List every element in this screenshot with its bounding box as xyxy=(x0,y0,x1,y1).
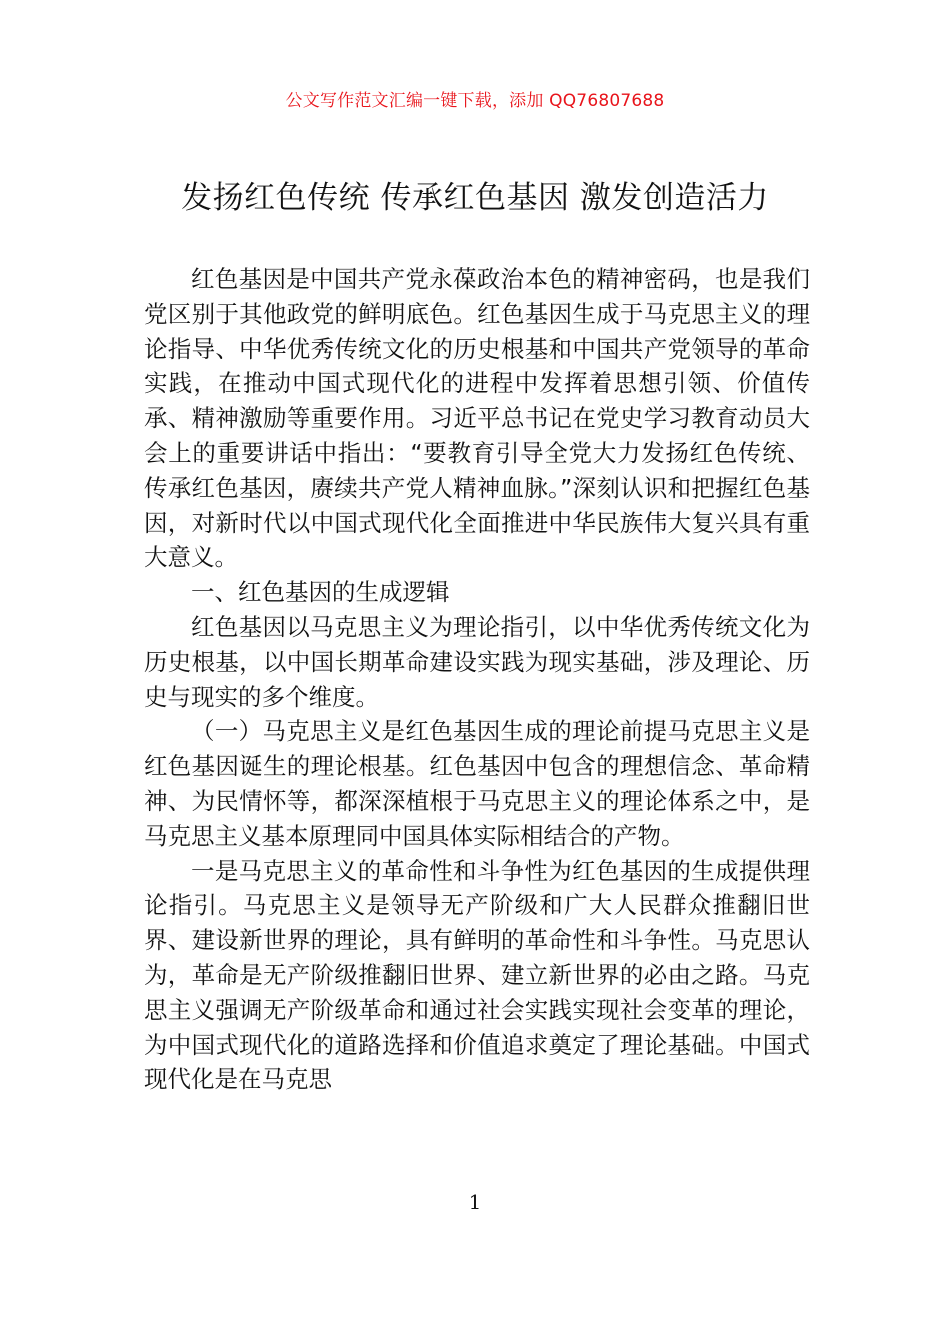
page-number: 1 xyxy=(468,1190,482,1214)
document-title: 发扬红色传统 传承红色基因 激发创造活力 xyxy=(181,180,769,216)
section-heading-1: 一、红色基因的生成逻辑 xyxy=(191,578,450,607)
download-banner: 公文写作范文汇编一键下载，添加 QQ76807688 xyxy=(285,91,665,111)
paragraph-section-1-intro: 红色基因以马克思主义为理论指引，以中华优秀传统文化为历史根基，以中国长期革命建设实践为现实基础，涉及理论、历史与现实的多个维度。 xyxy=(144,612,810,711)
paragraph-subsection-1: （一）马克思主义是红色基因生成的理论前提马克思主义是红色基因诞生的理论根基。红色基因中包含的理想信念、革命精神、为民情怀等，都深深植根于马克思主义的理论体系之中，是马克思主义基本原理同中国具体实际相结合的产物。 xyxy=(144,717,810,850)
document-body xyxy=(144,262,810,1097)
paragraph-point-1: 一是马克思主义的革命性和斗争性为红色基因的生成提供理论指引。马克思主义是领导无产阶级和广大人民群众推翻旧世界、建设新世界的理论，具有鲜明的革命性和斗争性。马克思认为，革命是无产阶级推翻旧世界、建立新世界的必由之路。马克思主义强调无产阶级革命和通过社会实践实现社会变革的理论，为中国式现代化的道路选择和价值追求奠定了理论基础。中国式现代化是在马克思 xyxy=(144,856,810,1094)
paragraph-intro: 红色基因是中国共产党永葆政治本色的精神密码，也是我们党区别于其他政党的鲜明底色。红色基因生成于马克思主义的理论指导、中华优秀传统文化的历史根基和中国共产党领导的革命实践，在推动中国式现代化的进程中发挥着思想引领、价值传承、精神激励等重要作用。习近平总书记在党史学习教育动员大会上的重要讲话中指出：“要教育引导全党大力发扬红色传统、传承红色基因，赓续共产党人精神血脉。”深刻认识和把握红色基因，对新时代以中国式现代化全面推进中华民族伟大复兴具有重大意义。 xyxy=(144,265,810,572)
